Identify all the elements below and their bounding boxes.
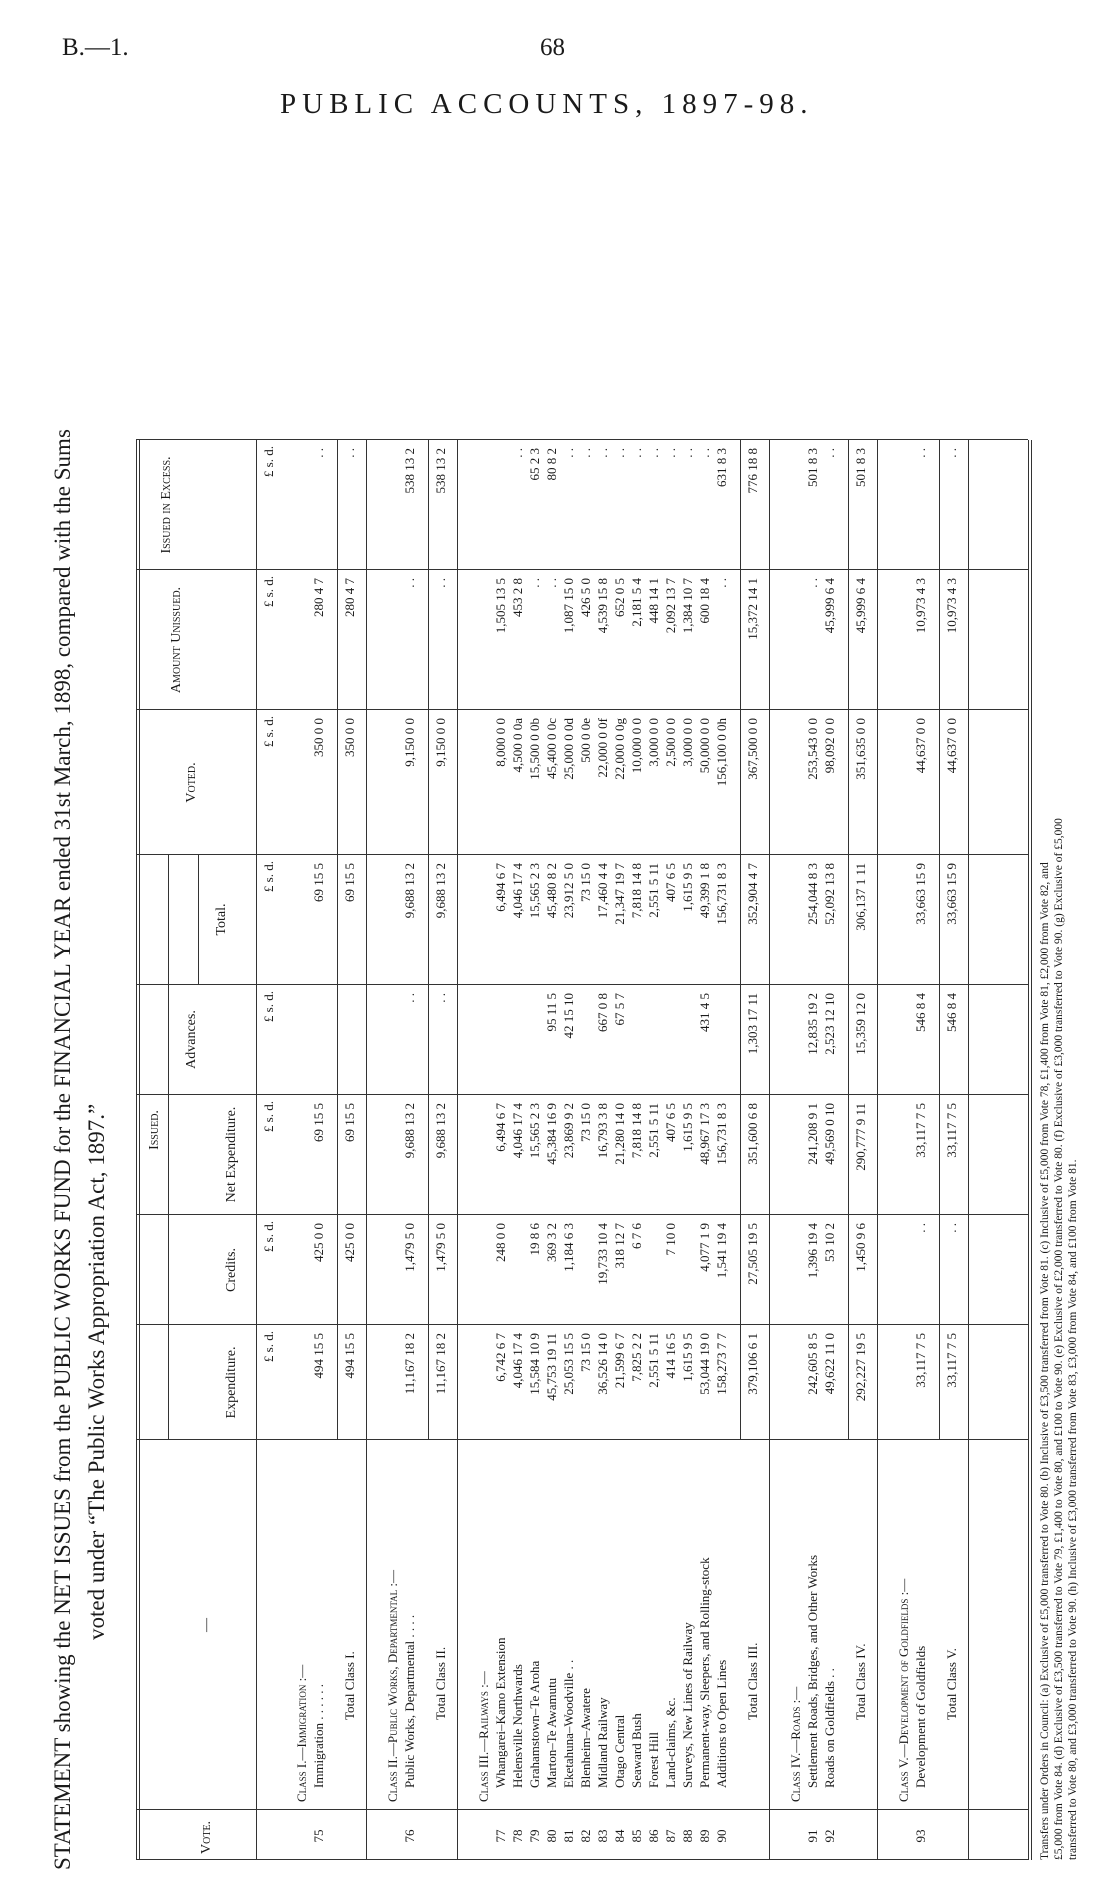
amount-voted: 22,000 0 0f bbox=[595, 718, 610, 778]
amount-cred: 1,184 6 3 bbox=[561, 1223, 576, 1272]
amount-exc: 501 8 3 bbox=[805, 448, 820, 487]
class-separator-rule bbox=[968, 440, 969, 1860]
lsd-unit-label: £ s. d. bbox=[261, 716, 276, 748]
amount-net: 156,731 8 3 bbox=[714, 1103, 729, 1165]
amount-net: 33,117 7 5 bbox=[944, 1103, 959, 1158]
amount-cred: 425 0 0 bbox=[342, 1223, 357, 1262]
credits-header: Credits. bbox=[224, 1248, 239, 1292]
expenditure-header: Expenditure. bbox=[224, 1346, 239, 1419]
amount-exp: 7,825 2 2 bbox=[629, 1333, 644, 1382]
amount-unis: 2,181 5 4 bbox=[629, 578, 644, 627]
item-description: Additions to Open Lines bbox=[714, 1659, 729, 1788]
amount-net: 351,600 6 8 bbox=[745, 1103, 760, 1165]
amount-exc: 501 8 3 bbox=[853, 448, 868, 487]
amount-tot: 1,615 9 5 bbox=[680, 863, 695, 912]
issued-subrule bbox=[168, 855, 169, 1440]
statement-line-1: STATEMENT showing the NET ISSUES from the PUBLIC WORKS FUND for the FINANCIAL YEAR ended 31st March, 1898, compared with the Sums bbox=[50, 429, 75, 1870]
amount-tot: 2,551 5 11 bbox=[646, 863, 661, 918]
column-rule bbox=[136, 1214, 1028, 1215]
amount-tot: 49,399 1 8 bbox=[697, 863, 712, 919]
item-description: Midland Railway bbox=[595, 1697, 610, 1788]
amount-tot: 52,092 13 8 bbox=[822, 863, 837, 925]
amount-voted: 50,000 0 0 bbox=[697, 718, 712, 774]
amount-exp: 15,584 10 9 bbox=[527, 1333, 542, 1395]
amount-exp: 36,526 14 0 bbox=[595, 1333, 610, 1395]
class-heading: Class II.—Public Works, Departmental :— bbox=[385, 1569, 400, 1802]
column-rule bbox=[136, 1094, 1028, 1095]
column-rule bbox=[136, 1324, 1028, 1325]
amount-unis: 15,372 14 1 bbox=[745, 578, 760, 640]
amount-cred: 1,479 5 0 bbox=[433, 1223, 448, 1272]
amount-unis: 426 5 0 bbox=[578, 578, 593, 617]
lsd-unit-label: £ s. d. bbox=[261, 1221, 276, 1253]
class-total-label: Total Class III. bbox=[745, 1642, 760, 1720]
amount-tot: 73 15 0 bbox=[578, 863, 593, 902]
amount-exp: 53,044 19 0 bbox=[697, 1333, 712, 1395]
amount-cred: 318 12 7 bbox=[612, 1223, 627, 1269]
amount-voted: 25,000 0 0d bbox=[561, 718, 576, 780]
amount-unis: 1,505 13 5 bbox=[493, 578, 508, 634]
amount-exp: 11,167 18 2 bbox=[433, 1333, 448, 1395]
amount-exc: . . bbox=[612, 448, 627, 458]
amount-adv: 95 11 5 bbox=[544, 993, 559, 1032]
amount-unis: 280 4 7 bbox=[311, 578, 326, 617]
amount-tot: 6,494 6 7 bbox=[493, 863, 508, 912]
amount-adv: 667 0 8 bbox=[595, 993, 610, 1032]
item-description: Eketahuna–Woodville . . bbox=[561, 1659, 576, 1788]
amount-exc: 538 13 2 bbox=[433, 448, 448, 494]
amount-voted: 350 0 0 bbox=[311, 718, 326, 757]
amount-tot: 9,688 13 2 bbox=[433, 863, 448, 919]
amount-cred: 425 0 0 bbox=[311, 1223, 326, 1262]
amount-unis: 652 0 5 bbox=[612, 578, 627, 617]
class-separator-rule bbox=[366, 440, 367, 1860]
amount-tot: 407 6 5 bbox=[663, 863, 678, 902]
amount-net: 6,494 6 7 bbox=[493, 1103, 508, 1152]
issued-in-excess-header: Issued in Excess. bbox=[159, 456, 174, 554]
amount-voted: 3,000 0 0 bbox=[680, 718, 695, 767]
amount-exc: 65 2 3 bbox=[527, 448, 542, 481]
amount-adv: . . bbox=[402, 993, 417, 1003]
vote-number: 77 bbox=[493, 1829, 508, 1843]
subtotal-rule bbox=[337, 440, 338, 1440]
amount-cred: 27,505 19 5 bbox=[745, 1223, 760, 1285]
amount-exp: 242,605 8 5 bbox=[805, 1333, 820, 1395]
item-description: Roads on Goldfields . . bbox=[822, 1668, 837, 1788]
amount-exp: 292,227 19 5 bbox=[853, 1333, 868, 1402]
description-column-header: — bbox=[199, 1618, 214, 1632]
amount-voted: 22,000 0 0g bbox=[612, 718, 627, 780]
vote-number: 81 bbox=[561, 1829, 576, 1843]
vote-number: 89 bbox=[697, 1829, 712, 1843]
amount-unis: . . bbox=[805, 578, 820, 588]
amount-exc: . . bbox=[595, 448, 610, 458]
amount-voted: 3,000 0 0 bbox=[646, 718, 661, 767]
amount-exc: . . bbox=[629, 448, 644, 458]
amount-voted: 253,543 0 0 bbox=[805, 718, 820, 780]
amount-exp: 494 15 5 bbox=[311, 1333, 326, 1379]
amount-cred: 1,541 19 4 bbox=[714, 1223, 729, 1279]
amount-cred: 1,396 19 4 bbox=[805, 1223, 820, 1279]
amount-unis: 280 4 7 bbox=[342, 578, 357, 617]
class-total-label: Total Class I. bbox=[342, 1651, 357, 1720]
amount-tot: 23,912 5 0 bbox=[561, 863, 576, 919]
amount-tot: 33,663 15 9 bbox=[944, 863, 959, 925]
vote-number: 76 bbox=[402, 1829, 417, 1843]
amount-tot: 33,663 15 9 bbox=[913, 863, 928, 925]
amount-cred: 7 10 0 bbox=[663, 1223, 678, 1256]
amount-net: 241,208 9 1 bbox=[805, 1103, 820, 1165]
amount-exp: 25,053 15 5 bbox=[561, 1333, 576, 1395]
amount-tot: 9,688 13 2 bbox=[402, 863, 417, 919]
amount-unis: 10,973 4 3 bbox=[944, 578, 959, 634]
amount-tot: 15,565 2 3 bbox=[527, 863, 542, 919]
amount-net: 48,967 17 3 bbox=[697, 1103, 712, 1165]
item-description: Surveys, New Lines of Railway bbox=[680, 1622, 695, 1788]
amount-exc: . . bbox=[822, 448, 837, 458]
amount-cred: . . bbox=[944, 1223, 959, 1233]
item-description: Immigration . . . . . . bbox=[311, 1684, 326, 1788]
amount-exp: 6,742 6 7 bbox=[493, 1333, 508, 1382]
column-rule bbox=[136, 1809, 1028, 1810]
item-description: Land-claims, &c. bbox=[663, 1697, 678, 1788]
amount-cred: 1,479 5 0 bbox=[402, 1223, 417, 1272]
table-top-rule-2 bbox=[139, 440, 140, 1860]
amount-cred: 4,077 1 9 bbox=[697, 1223, 712, 1272]
amount-net: 69 15 5 bbox=[342, 1103, 357, 1142]
amount-unis: 45,999 6 4 bbox=[822, 578, 837, 634]
class-separator-rule bbox=[877, 440, 878, 1860]
amount-net: 4,046 17 4 bbox=[510, 1103, 525, 1159]
amount-net: 7,818 14 8 bbox=[629, 1103, 644, 1159]
table-bottom-rule-2 bbox=[1031, 440, 1032, 1860]
amount-unis: . . bbox=[714, 578, 729, 588]
amount-net: 16,793 3 8 bbox=[595, 1103, 610, 1159]
amount-tot: 4,046 17 4 bbox=[510, 863, 525, 919]
amount-exp: 45,753 19 11 bbox=[544, 1333, 559, 1401]
amount-exp: 158,273 7 7 bbox=[714, 1333, 729, 1395]
amount-net: 15,565 2 3 bbox=[527, 1103, 542, 1159]
amount-exp: 494 15 5 bbox=[342, 1333, 357, 1379]
amount-net: 9,688 13 2 bbox=[433, 1103, 448, 1159]
vote-number: 88 bbox=[680, 1829, 695, 1843]
subtotal-rule bbox=[848, 440, 849, 1440]
amount-exp: 33,117 7 5 bbox=[913, 1333, 928, 1388]
footnote-line-2: £5,000 from Vote 84. (d) Exclusive of £3,500 transferred to Vote 79, £1,400 to Vote 80, and £100 to Vote 90. (e) Exclusive of £2,000 transferred to Vote 80. (f) Exclusive of £3,000 transferred to Vote 90. (g) Exclusive of £5,000 bbox=[1053, 818, 1065, 1860]
amount-tot: 21,347 19 7 bbox=[612, 863, 627, 925]
class-total-label: Total Class IV. bbox=[853, 1643, 868, 1720]
amount-exc: . . bbox=[561, 448, 576, 458]
amount-unis: . . bbox=[544, 578, 559, 588]
item-description: Forest Hill bbox=[646, 1732, 661, 1788]
item-description: Helensville Northwards bbox=[510, 1664, 525, 1788]
amount-net: 290,777 9 11 bbox=[853, 1103, 868, 1171]
amount-tot: 352,904 4 7 bbox=[745, 863, 760, 925]
amount-cred: 1,450 9 6 bbox=[853, 1223, 868, 1272]
amount-exc: 776 18 8 bbox=[745, 448, 760, 494]
amount-cred: 369 3 2 bbox=[544, 1223, 559, 1262]
amount-tot: 69 15 5 bbox=[311, 863, 326, 902]
amount-voted: 2,500 0 0 bbox=[663, 718, 678, 767]
item-description: Public Works, Departmental . . . . bbox=[402, 1614, 417, 1788]
lsd-unit-label: £ s. d. bbox=[261, 1331, 276, 1363]
amount-net: 69 15 5 bbox=[311, 1103, 326, 1142]
amount-unis: 600 18 4 bbox=[697, 578, 712, 624]
item-description: Otago Central bbox=[612, 1714, 627, 1788]
vote-number: 80 bbox=[544, 1829, 559, 1843]
vote-number: 82 bbox=[578, 1829, 593, 1843]
header-bottom-rule bbox=[256, 440, 257, 1860]
amount-unis: 2,092 13 7 bbox=[663, 578, 678, 634]
amount-tot: 306,137 1 11 bbox=[853, 863, 868, 931]
column-rule bbox=[136, 984, 1028, 985]
amount-voted: 351,635 0 0 bbox=[853, 718, 868, 780]
subtotal-rule bbox=[428, 440, 429, 1440]
amount-unis: 453 2 8 bbox=[510, 578, 525, 617]
amount-exp: 33,117 7 5 bbox=[944, 1333, 959, 1388]
subtotal-rule bbox=[939, 440, 940, 1440]
amount-voted: 156,100 0 0h bbox=[714, 718, 729, 787]
amount-net: 21,280 14 0 bbox=[612, 1103, 627, 1165]
amount-unis: . . bbox=[433, 578, 448, 588]
amount-exp: 379,106 6 1 bbox=[745, 1333, 760, 1395]
amount-adv: 42 15 10 bbox=[561, 993, 576, 1039]
amount-tot: 156,731 8 3 bbox=[714, 863, 729, 925]
column-rule bbox=[136, 439, 1028, 440]
table-top-rule bbox=[136, 440, 137, 1860]
amount-adv: 546 8 4 bbox=[944, 993, 959, 1032]
amount-exc: . . bbox=[578, 448, 593, 458]
amount-cred: 19 8 6 bbox=[527, 1223, 542, 1256]
lsd-unit-label: £ s. d. bbox=[261, 991, 276, 1023]
class-heading: Class I.—Immigration :— bbox=[294, 1664, 309, 1802]
amount-voted: 98,092 0 0 bbox=[822, 718, 837, 774]
amount-voted: 350 0 0 bbox=[342, 718, 357, 757]
amount-tot: 45,480 8 2 bbox=[544, 863, 559, 919]
total-header: Total. bbox=[214, 903, 229, 936]
column-rule bbox=[136, 854, 1028, 855]
item-description: Permanent-way, Sleepers, and Rolling-stock bbox=[697, 1557, 712, 1788]
amount-voted: 9,150 0 0 bbox=[402, 718, 417, 767]
net-expenditure-header: Net Expenditure. bbox=[224, 1106, 239, 1203]
amount-exc: 80 8 2 bbox=[544, 448, 559, 481]
item-description: Seaward Bush bbox=[629, 1713, 644, 1788]
amount-exc: 538 13 2 bbox=[402, 448, 417, 494]
voted-header: Voted. bbox=[184, 762, 199, 803]
amount-exc: . . bbox=[342, 448, 357, 458]
amount-unis: . . bbox=[527, 578, 542, 588]
amount-unissued-header: Amount Unissued. bbox=[169, 586, 184, 694]
item-description: Development of Goldfields bbox=[913, 1645, 928, 1788]
amount-adv: 431 4 5 bbox=[697, 993, 712, 1032]
lsd-unit-label: £ s. d. bbox=[261, 1101, 276, 1133]
amount-voted: 9,150 0 0 bbox=[433, 718, 448, 767]
amount-net: 9,688 13 2 bbox=[402, 1103, 417, 1159]
item-description: Marton–Te Awamutu bbox=[544, 1677, 559, 1788]
issued-header: Issued. bbox=[147, 1110, 162, 1150]
table-bottom-rule bbox=[1028, 440, 1029, 1860]
amount-cred: . . bbox=[913, 1223, 928, 1233]
vote-number: 78 bbox=[510, 1829, 525, 1843]
amount-exc: . . bbox=[697, 448, 712, 458]
amount-voted: 10,000 0 0 bbox=[629, 718, 644, 774]
lsd-unit-label: £ s. d. bbox=[261, 446, 276, 478]
amount-cred: 248 0 0 bbox=[493, 1223, 508, 1262]
amount-cred: 6 7 6 bbox=[629, 1223, 644, 1249]
lsd-unit-label: £ s. d. bbox=[261, 576, 276, 608]
amount-voted: 367,500 0 0 bbox=[745, 718, 760, 780]
lsd-unit-label: £ s. d. bbox=[261, 861, 276, 893]
amount-exp: 414 16 5 bbox=[663, 1333, 678, 1379]
amount-tot: 7,818 14 8 bbox=[629, 863, 644, 919]
class-separator-rule bbox=[457, 440, 458, 1860]
amount-voted: 500 0 0e bbox=[578, 718, 593, 763]
vote-number: 86 bbox=[646, 1829, 661, 1843]
amount-exp: 11,167 18 2 bbox=[402, 1333, 417, 1395]
amount-exc: . . bbox=[646, 448, 661, 458]
footnote-line-3: transferred to Vote 80, and £3,000 transferred to Vote 90. (h) Inclusive of £3,000 transferred from Vote 83, £3,000 from Vote 84, and £100 from Vote 81. bbox=[1067, 1159, 1079, 1860]
column-rule bbox=[136, 1859, 1028, 1860]
amount-exc: . . bbox=[944, 448, 959, 458]
vote-number: 91 bbox=[805, 1829, 820, 1843]
rotated-statement-table bbox=[48, 150, 1078, 1870]
amount-adv: 1,303 17 11 bbox=[745, 993, 760, 1055]
amount-adv: 12,835 19 2 bbox=[805, 993, 820, 1055]
amount-adv: 546 8 4 bbox=[913, 993, 928, 1032]
vote-number: 85 bbox=[629, 1829, 644, 1843]
class-heading: Class IV.—Roads :— bbox=[788, 1686, 803, 1802]
class-total-label: Total Class V. bbox=[944, 1648, 959, 1720]
amount-exp: 2,551 5 11 bbox=[646, 1333, 661, 1388]
amount-adv: 15,359 12 0 bbox=[853, 993, 868, 1055]
amount-unis: 1,087 15 0 bbox=[561, 578, 576, 634]
statement-line-2: voted under “The Public Works Appropriation Act, 1897.” bbox=[84, 1103, 109, 1640]
amount-voted: 4,500 0 0a bbox=[510, 718, 525, 773]
amount-exc: . . bbox=[311, 448, 326, 458]
advances-header: Advances. bbox=[184, 1010, 199, 1069]
vote-number: 92 bbox=[822, 1829, 837, 1843]
vote-number: 90 bbox=[714, 1829, 729, 1843]
item-description: Whangarei–Kamo Extension bbox=[493, 1637, 508, 1788]
vote-column-header: Vote. bbox=[199, 1820, 214, 1854]
amount-net: 1,615 9 5 bbox=[680, 1103, 695, 1152]
amount-cred: 53 10 2 bbox=[822, 1223, 837, 1262]
amount-unis: 45,999 6 4 bbox=[853, 578, 868, 634]
amount-net: 2,551 5 11 bbox=[646, 1103, 661, 1158]
column-rule bbox=[136, 569, 1028, 570]
class-heading: Class III.—Railways :— bbox=[476, 1671, 491, 1802]
amount-cred: 19,733 10 4 bbox=[595, 1223, 610, 1285]
amount-net: 407 6 5 bbox=[663, 1103, 678, 1142]
amount-adv: 2,523 12 10 bbox=[822, 993, 837, 1055]
amount-unis: 1,384 10 7 bbox=[680, 578, 695, 634]
vote-number: 83 bbox=[595, 1829, 610, 1843]
amount-net: 73 15 0 bbox=[578, 1103, 593, 1142]
item-description: Settlement Roads, Bridges, and Other Works bbox=[805, 1554, 820, 1788]
class-total-label: Total Class II. bbox=[433, 1646, 448, 1720]
amount-exc: . . bbox=[663, 448, 678, 458]
amount-exp: 21,599 6 7 bbox=[612, 1333, 627, 1389]
amount-exp: 73 15 0 bbox=[578, 1333, 593, 1372]
class-heading: Class V.—Development of Goldfields :— bbox=[896, 1578, 911, 1802]
amount-voted: 8,000 0 0 bbox=[493, 718, 508, 767]
amount-exp: 1,615 9 5 bbox=[680, 1333, 695, 1382]
page-title: PUBLIC ACCOUNTS, 1897-98. bbox=[280, 88, 814, 120]
amount-tot: 254,044 8 3 bbox=[805, 863, 820, 925]
amount-voted: 44,637 0 0 bbox=[944, 718, 959, 774]
amount-exc: 631 8 3 bbox=[714, 448, 729, 487]
amount-exc: . . bbox=[510, 448, 525, 458]
page-number: 68 bbox=[540, 34, 565, 61]
vote-number: 75 bbox=[311, 1829, 326, 1843]
amount-net: 23,869 9 2 bbox=[561, 1103, 576, 1159]
amount-net: 49,569 0 10 bbox=[822, 1103, 837, 1165]
amount-unis: 10,973 4 3 bbox=[913, 578, 928, 634]
vote-number: 87 bbox=[663, 1829, 678, 1843]
subtotal-rule bbox=[740, 440, 741, 1440]
amount-exc: . . bbox=[913, 448, 928, 458]
amount-exp: 4,046 17 4 bbox=[510, 1333, 525, 1389]
amount-adv: . . bbox=[433, 993, 448, 1003]
total-subrule bbox=[198, 855, 199, 985]
item-description: Blenheim–Awatere bbox=[578, 1688, 593, 1788]
amount-unis: 4,539 15 8 bbox=[595, 578, 610, 634]
column-rule bbox=[136, 709, 1028, 710]
footnote-line-1: Transfers under Orders in Council: (a) Exclusive of £5,000 transferred to Vote 80. (b) Inclusive of £3,500 transferred from Vote 81. (c) Inclusive of £5,000 from Vote 78, £1,400 from Vote 81, £2,000 from Vote 82, and bbox=[1039, 862, 1051, 1860]
class-separator-rule bbox=[769, 440, 770, 1860]
vote-number: 93 bbox=[913, 1829, 928, 1843]
page-reference: B.—1. bbox=[62, 34, 129, 61]
amount-exp: 49,622 11 0 bbox=[822, 1333, 837, 1395]
amount-unis: . . bbox=[402, 578, 417, 588]
amount-voted: 15,500 0 0b bbox=[527, 718, 542, 780]
amount-exc: . . bbox=[680, 448, 695, 458]
vote-number: 79 bbox=[527, 1829, 542, 1843]
amount-tot: 69 15 5 bbox=[342, 863, 357, 902]
item-description: Grahamstown–Te Aroha bbox=[527, 1660, 542, 1788]
amount-net: 33,117 7 5 bbox=[913, 1103, 928, 1158]
amount-voted: 44,637 0 0 bbox=[913, 718, 928, 774]
amount-net: 45,384 16 9 bbox=[544, 1103, 559, 1165]
vote-number: 84 bbox=[612, 1829, 627, 1843]
amount-voted: 45,400 0 0c bbox=[544, 718, 559, 780]
amount-tot: 17,460 4 4 bbox=[595, 863, 610, 919]
amount-adv: 67 5 7 bbox=[612, 993, 627, 1026]
amount-unis: 448 14 1 bbox=[646, 578, 661, 624]
